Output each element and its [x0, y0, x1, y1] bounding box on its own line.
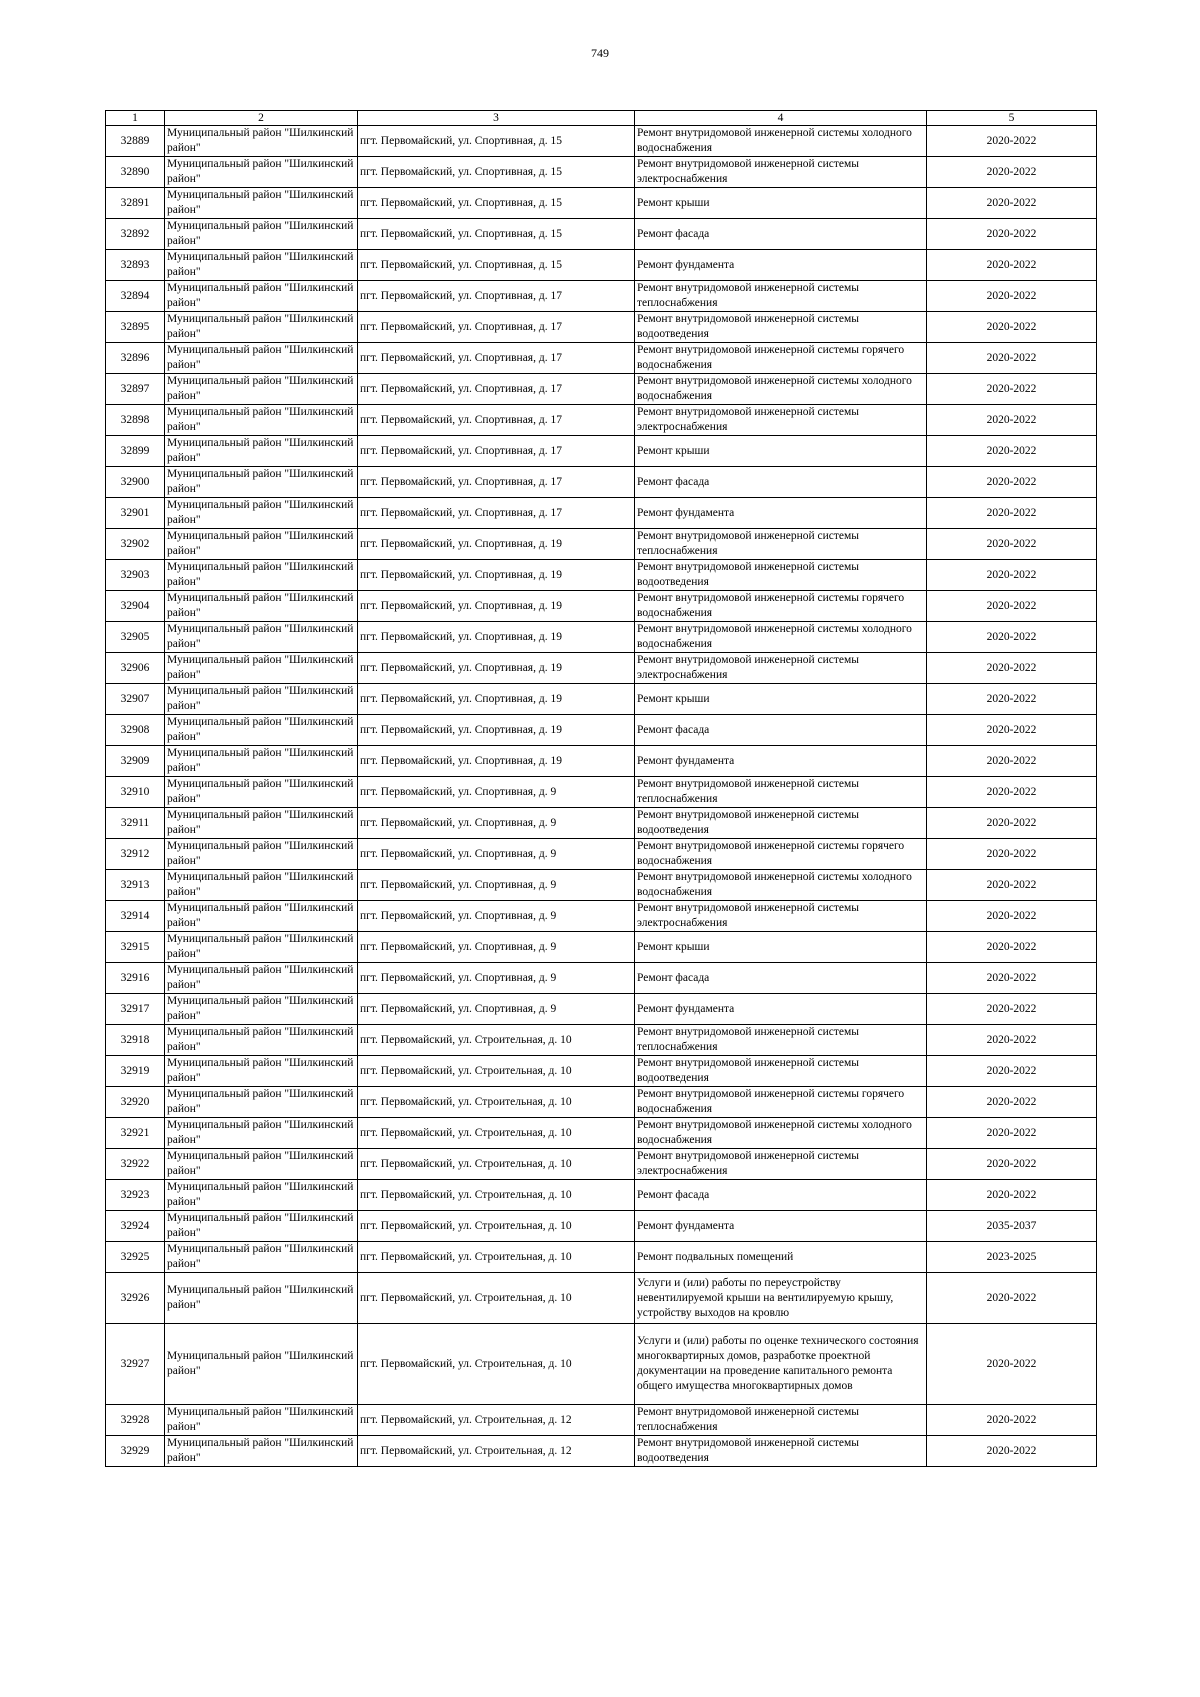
period-cell: 2020-2022 [927, 839, 1097, 870]
address-cell: пгт. Первомайский, ул. Спортивная, д. 19 [358, 653, 635, 684]
address-cell: пгт. Первомайский, ул. Спортивная, д. 15 [358, 219, 635, 250]
table-row [106, 1087, 1097, 1118]
work-type-cell: Ремонт внутридомовой инженерной системы теплоснабжения [635, 1025, 927, 1056]
period-cell: 2020-2022 [927, 436, 1097, 467]
address-cell: пгт. Первомайский, ул. Строительная, д. 10 [358, 1087, 635, 1118]
table-row [106, 1324, 1097, 1405]
work-type-cell: Ремонт внутридомовой инженерной системы холодного водоснабжения [635, 870, 927, 901]
work-type-cell: Ремонт фасада [635, 715, 927, 746]
row-number: 32889 [106, 126, 165, 157]
address-cell: пгт. Первомайский, ул. Спортивная, д. 17 [358, 405, 635, 436]
period-cell: 2020-2022 [927, 1436, 1097, 1467]
municipality-cell: Муниципальный район "Шилкинский район" [165, 1405, 358, 1436]
period-cell: 2020-2022 [927, 529, 1097, 560]
municipality-cell: Муниципальный район "Шилкинский район" [165, 963, 358, 994]
period-cell: 2020-2022 [927, 281, 1097, 312]
work-type-cell: Ремонт фасада [635, 467, 927, 498]
municipality-cell: Муниципальный район "Шилкинский район" [165, 1324, 358, 1405]
table-row [106, 777, 1097, 808]
period-cell: 2020-2022 [927, 622, 1097, 653]
work-type-cell: Ремонт внутридомовой инженерной системы электроснабжения [635, 405, 927, 436]
municipality-cell: Муниципальный район "Шилкинский район" [165, 374, 358, 405]
work-type-cell: Ремонт внутридомовой инженерной системы водоотведения [635, 1056, 927, 1087]
address-cell: пгт. Первомайский, ул. Спортивная, д. 19 [358, 746, 635, 777]
table-row [106, 1118, 1097, 1149]
table-row [106, 250, 1097, 281]
municipality-cell: Муниципальный район "Шилкинский район" [165, 653, 358, 684]
municipality-cell: Муниципальный район "Шилкинский район" [165, 250, 358, 281]
address-cell: пгт. Первомайский, ул. Спортивная, д. 9 [358, 901, 635, 932]
row-number: 32910 [106, 777, 165, 808]
row-number: 32912 [106, 839, 165, 870]
address-cell: пгт. Первомайский, ул. Спортивная, д. 19 [358, 715, 635, 746]
table-row [106, 1436, 1097, 1467]
address-cell: пгт. Первомайский, ул. Строительная, д. 10 [358, 1180, 635, 1211]
work-type-cell: Ремонт внутридомовой инженерной системы электроснабжения [635, 901, 927, 932]
period-cell: 2020-2022 [927, 932, 1097, 963]
period-cell: 2020-2022 [927, 684, 1097, 715]
address-cell: пгт. Первомайский, ул. Спортивная, д. 17 [358, 498, 635, 529]
municipality-cell: Муниципальный район "Шилкинский район" [165, 932, 358, 963]
table-row [106, 870, 1097, 901]
address-cell: пгт. Первомайский, ул. Спортивная, д. 15 [358, 250, 635, 281]
municipality-cell: Муниципальный район "Шилкинский район" [165, 870, 358, 901]
period-cell: 2020-2022 [927, 1087, 1097, 1118]
municipality-cell: Муниципальный район "Шилкинский район" [165, 1436, 358, 1467]
row-number: 32911 [106, 808, 165, 839]
period-cell: 2020-2022 [927, 653, 1097, 684]
table-row [106, 1405, 1097, 1436]
work-type-cell: Услуги и (или) работы по переустройству невентилируемой крыши на вентилируемую крышу, устройству выходов на кровлю [635, 1273, 927, 1324]
address-cell: пгт. Первомайский, ул. Строительная, д. 12 [358, 1405, 635, 1436]
work-type-cell: Ремонт внутридомовой инженерной системы водоотведения [635, 312, 927, 343]
work-type-cell: Ремонт внутридомовой инженерной системы холодного водоснабжения [635, 1118, 927, 1149]
municipality-cell: Муниципальный район "Шилкинский район" [165, 343, 358, 374]
work-type-cell: Ремонт внутридомовой инженерной системы электроснабжения [635, 653, 927, 684]
table-row [106, 560, 1097, 591]
work-type-cell: Ремонт внутридомовой инженерной системы водоотведения [635, 808, 927, 839]
municipality-cell: Муниципальный район "Шилкинский район" [165, 312, 358, 343]
municipality-cell: Муниципальный район "Шилкинский район" [165, 219, 358, 250]
row-number: 32906 [106, 653, 165, 684]
work-type-cell: Ремонт фундамента [635, 746, 927, 777]
work-type-cell: Ремонт внутридомовой инженерной системы теплоснабжения [635, 777, 927, 808]
period-cell: 2023-2025 [927, 1242, 1097, 1273]
table-row [106, 808, 1097, 839]
municipality-cell: Муниципальный район "Шилкинский район" [165, 591, 358, 622]
municipality-cell: Муниципальный район "Шилкинский район" [165, 994, 358, 1025]
row-number: 32901 [106, 498, 165, 529]
work-type-cell: Ремонт крыши [635, 684, 927, 715]
table-row [106, 126, 1097, 157]
period-cell: 2020-2022 [927, 1180, 1097, 1211]
row-number: 32890 [106, 157, 165, 188]
address-cell: пгт. Первомайский, ул. Строительная, д. 10 [358, 1118, 635, 1149]
row-number: 32902 [106, 529, 165, 560]
column-header-5: 5 [927, 111, 1097, 126]
address-cell: пгт. Первомайский, ул. Спортивная, д. 9 [358, 963, 635, 994]
address-cell: пгт. Первомайский, ул. Строительная, д. 10 [358, 1211, 635, 1242]
work-type-cell: Ремонт внутридомовой инженерной системы холодного водоснабжения [635, 622, 927, 653]
column-header-1: 1 [106, 111, 165, 126]
period-cell: 2020-2022 [927, 560, 1097, 591]
table-row [106, 994, 1097, 1025]
row-number: 32919 [106, 1056, 165, 1087]
period-cell: 2020-2022 [927, 498, 1097, 529]
municipality-cell: Муниципальный район "Шилкинский район" [165, 777, 358, 808]
work-type-cell: Ремонт крыши [635, 436, 927, 467]
table-row [106, 963, 1097, 994]
table-row [106, 1211, 1097, 1242]
period-cell: 2020-2022 [927, 405, 1097, 436]
municipality-cell: Муниципальный район "Шилкинский район" [165, 188, 358, 219]
work-type-cell: Ремонт фундамента [635, 250, 927, 281]
period-cell: 2020-2022 [927, 1149, 1097, 1180]
period-cell: 2035-2037 [927, 1211, 1097, 1242]
work-type-cell: Ремонт фундамента [635, 1211, 927, 1242]
municipality-cell: Муниципальный район "Шилкинский район" [165, 1056, 358, 1087]
table-row [106, 1242, 1097, 1273]
table-row [106, 1273, 1097, 1324]
municipality-cell: Муниципальный район "Шилкинский район" [165, 467, 358, 498]
row-number: 32918 [106, 1025, 165, 1056]
municipality-cell: Муниципальный район "Шилкинский район" [165, 901, 358, 932]
municipality-cell: Муниципальный район "Шилкинский район" [165, 684, 358, 715]
municipality-cell: Муниципальный район "Шилкинский район" [165, 1273, 358, 1324]
table-row [106, 1149, 1097, 1180]
period-cell: 2020-2022 [927, 312, 1097, 343]
municipality-cell: Муниципальный район "Шилкинский район" [165, 405, 358, 436]
row-number: 32913 [106, 870, 165, 901]
work-type-cell: Ремонт подвальных помещений [635, 1242, 927, 1273]
table-row [106, 901, 1097, 932]
row-number: 32907 [106, 684, 165, 715]
period-cell: 2020-2022 [927, 467, 1097, 498]
work-type-cell: Ремонт фасада [635, 963, 927, 994]
municipality-cell: Муниципальный район "Шилкинский район" [165, 1180, 358, 1211]
municipality-cell: Муниципальный район "Шилкинский район" [165, 808, 358, 839]
table-row [106, 1025, 1097, 1056]
table-row [106, 839, 1097, 870]
row-number: 32896 [106, 343, 165, 374]
address-cell: пгт. Первомайский, ул. Спортивная, д. 9 [358, 932, 635, 963]
period-cell: 2020-2022 [927, 1118, 1097, 1149]
table-row [106, 405, 1097, 436]
work-type-cell: Ремонт внутридомовой инженерной системы теплоснабжения [635, 1405, 927, 1436]
address-cell: пгт. Первомайский, ул. Спортивная, д. 19 [358, 622, 635, 653]
period-cell: 2020-2022 [927, 777, 1097, 808]
municipality-cell: Муниципальный район "Шилкинский район" [165, 622, 358, 653]
table-row [106, 1180, 1097, 1211]
address-cell: пгт. Первомайский, ул. Спортивная, д. 9 [358, 870, 635, 901]
address-cell: пгт. Первомайский, ул. Спортивная, д. 15 [358, 157, 635, 188]
municipality-cell: Муниципальный район "Шилкинский район" [165, 1025, 358, 1056]
row-number: 32927 [106, 1324, 165, 1405]
row-number: 32916 [106, 963, 165, 994]
row-number: 32920 [106, 1087, 165, 1118]
address-cell: пгт. Первомайский, ул. Спортивная, д. 17 [358, 312, 635, 343]
municipality-cell: Муниципальный район "Шилкинский район" [165, 560, 358, 591]
municipality-cell: Муниципальный район "Шилкинский район" [165, 1087, 358, 1118]
row-number: 32925 [106, 1242, 165, 1273]
period-cell: 2020-2022 [927, 250, 1097, 281]
work-type-cell: Ремонт внутридомовой инженерной системы холодного водоснабжения [635, 126, 927, 157]
municipality-cell: Муниципальный район "Шилкинский район" [165, 281, 358, 312]
row-number: 32908 [106, 715, 165, 746]
address-cell: пгт. Первомайский, ул. Спортивная, д. 17 [358, 281, 635, 312]
municipality-cell: Муниципальный район "Шилкинский район" [165, 1118, 358, 1149]
period-cell: 2020-2022 [927, 901, 1097, 932]
table-row [106, 312, 1097, 343]
table-row [106, 374, 1097, 405]
address-cell: пгт. Первомайский, ул. Спортивная, д. 9 [358, 808, 635, 839]
period-cell: 2020-2022 [927, 591, 1097, 622]
row-number: 32905 [106, 622, 165, 653]
row-number: 32893 [106, 250, 165, 281]
address-cell: пгт. Первомайский, ул. Строительная, д. 10 [358, 1242, 635, 1273]
row-number: 32904 [106, 591, 165, 622]
table-row [106, 591, 1097, 622]
table-row [106, 219, 1097, 250]
row-number: 32892 [106, 219, 165, 250]
municipality-cell: Муниципальный район "Шилкинский район" [165, 126, 358, 157]
period-cell: 2020-2022 [927, 1273, 1097, 1324]
work-type-cell: Ремонт внутридомовой инженерной системы холодного водоснабжения [635, 374, 927, 405]
municipality-cell: Муниципальный район "Шилкинский район" [165, 1242, 358, 1273]
period-cell: 2020-2022 [927, 1025, 1097, 1056]
row-number: 32923 [106, 1180, 165, 1211]
address-cell: пгт. Первомайский, ул. Спортивная, д. 19 [358, 684, 635, 715]
work-type-cell: Ремонт внутридомовой инженерной системы теплоснабжения [635, 529, 927, 560]
address-cell: пгт. Первомайский, ул. Спортивная, д. 19 [358, 529, 635, 560]
period-cell: 2020-2022 [927, 1405, 1097, 1436]
period-cell: 2020-2022 [927, 870, 1097, 901]
table-row [106, 498, 1097, 529]
row-number: 32899 [106, 436, 165, 467]
work-type-cell: Ремонт внутридомовой инженерной системы теплоснабжения [635, 281, 927, 312]
row-number: 32897 [106, 374, 165, 405]
address-cell: пгт. Первомайский, ул. Спортивная, д. 17 [358, 343, 635, 374]
address-cell: пгт. Первомайский, ул. Спортивная, д. 9 [358, 777, 635, 808]
table-row [106, 157, 1097, 188]
address-cell: пгт. Первомайский, ул. Спортивная, д. 15 [358, 188, 635, 219]
work-type-cell: Ремонт фасада [635, 1180, 927, 1211]
table-row [106, 746, 1097, 777]
address-cell: пгт. Первомайский, ул. Строительная, д. 12 [358, 1436, 635, 1467]
column-header-2: 2 [165, 111, 358, 126]
address-cell: пгт. Первомайский, ул. Спортивная, д. 19 [358, 591, 635, 622]
work-type-cell: Ремонт фасада [635, 219, 927, 250]
row-number: 32917 [106, 994, 165, 1025]
work-type-cell: Ремонт внутридомовой инженерной системы горячего водоснабжения [635, 839, 927, 870]
period-cell: 2020-2022 [927, 746, 1097, 777]
column-header-3: 3 [358, 111, 635, 126]
municipality-cell: Муниципальный район "Шилкинский район" [165, 715, 358, 746]
work-type-cell: Ремонт крыши [635, 188, 927, 219]
address-cell: пгт. Первомайский, ул. Спортивная, д. 9 [358, 994, 635, 1025]
row-number: 32921 [106, 1118, 165, 1149]
table-row [106, 343, 1097, 374]
period-cell: 2020-2022 [927, 219, 1097, 250]
table-row [106, 715, 1097, 746]
municipality-cell: Муниципальный район "Шилкинский район" [165, 746, 358, 777]
period-cell: 2020-2022 [927, 994, 1097, 1025]
period-cell: 2020-2022 [927, 1324, 1097, 1405]
municipality-cell: Муниципальный район "Шилкинский район" [165, 529, 358, 560]
municipality-cell: Муниципальный район "Шилкинский район" [165, 1211, 358, 1242]
row-number: 32894 [106, 281, 165, 312]
page-number: 749 [591, 46, 609, 60]
table-row [106, 622, 1097, 653]
work-type-cell: Ремонт крыши [635, 932, 927, 963]
period-cell: 2020-2022 [927, 963, 1097, 994]
row-number: 32928 [106, 1405, 165, 1436]
period-cell: 2020-2022 [927, 157, 1097, 188]
row-number: 32926 [106, 1273, 165, 1324]
table-header-row [106, 111, 1097, 126]
work-type-cell: Ремонт внутридомовой инженерной системы горячего водоснабжения [635, 1087, 927, 1118]
table-row [106, 932, 1097, 963]
work-type-cell: Ремонт внутридомовой инженерной системы горячего водоснабжения [635, 343, 927, 374]
period-cell: 2020-2022 [927, 715, 1097, 746]
address-cell: пгт. Первомайский, ул. Спортивная, д. 17 [358, 467, 635, 498]
table-row [106, 281, 1097, 312]
municipality-cell: Муниципальный район "Шилкинский район" [165, 498, 358, 529]
table-row [106, 653, 1097, 684]
address-cell: пгт. Первомайский, ул. Спортивная, д. 19 [358, 560, 635, 591]
address-cell: пгт. Первомайский, ул. Спортивная, д. 15 [358, 126, 635, 157]
period-cell: 2020-2022 [927, 343, 1097, 374]
address-cell: пгт. Первомайский, ул. Строительная, д. 10 [358, 1324, 635, 1405]
row-number: 32924 [106, 1211, 165, 1242]
row-number: 32922 [106, 1149, 165, 1180]
table-row [106, 529, 1097, 560]
period-cell: 2020-2022 [927, 374, 1097, 405]
row-number: 32900 [106, 467, 165, 498]
work-type-cell: Услуги и (или) работы по оценке технического состояния многоквартирных домов, разработке проектной документации на проведение капитального ремонта общего имущества многоквартирных домов [635, 1324, 927, 1405]
row-number: 32929 [106, 1436, 165, 1467]
period-cell: 2020-2022 [927, 1056, 1097, 1087]
work-type-cell: Ремонт внутридомовой инженерной системы электроснабжения [635, 157, 927, 188]
repair-schedule-table [105, 110, 1097, 1467]
row-number: 32898 [106, 405, 165, 436]
row-number: 32903 [106, 560, 165, 591]
table-row [106, 1056, 1097, 1087]
municipality-cell: Муниципальный район "Шилкинский район" [165, 436, 358, 467]
municipality-cell: Муниципальный район "Шилкинский район" [165, 839, 358, 870]
row-number: 32909 [106, 746, 165, 777]
work-type-cell: Ремонт фундамента [635, 994, 927, 1025]
work-type-cell: Ремонт внутридомовой инженерной системы водоотведения [635, 1436, 927, 1467]
address-cell: пгт. Первомайский, ул. Строительная, д. 10 [358, 1056, 635, 1087]
period-cell: 2020-2022 [927, 126, 1097, 157]
municipality-cell: Муниципальный район "Шилкинский район" [165, 1149, 358, 1180]
address-cell: пгт. Первомайский, ул. Строительная, д. 10 [358, 1273, 635, 1324]
period-cell: 2020-2022 [927, 188, 1097, 219]
work-type-cell: Ремонт внутридомовой инженерной системы водоотведения [635, 560, 927, 591]
table-row [106, 188, 1097, 219]
address-cell: пгт. Первомайский, ул. Спортивная, д. 17 [358, 374, 635, 405]
address-cell: пгт. Первомайский, ул. Строительная, д. 10 [358, 1025, 635, 1056]
row-number: 32915 [106, 932, 165, 963]
work-type-cell: Ремонт фундамента [635, 498, 927, 529]
row-number: 32914 [106, 901, 165, 932]
municipality-cell: Муниципальный район "Шилкинский район" [165, 157, 358, 188]
table-row [106, 436, 1097, 467]
row-number: 32895 [106, 312, 165, 343]
work-type-cell: Ремонт внутридомовой инженерной системы электроснабжения [635, 1149, 927, 1180]
column-header-4: 4 [635, 111, 927, 126]
address-cell: пгт. Первомайский, ул. Спортивная, д. 17 [358, 436, 635, 467]
table-row [106, 684, 1097, 715]
row-number: 32891 [106, 188, 165, 219]
work-type-cell: Ремонт внутридомовой инженерной системы горячего водоснабжения [635, 591, 927, 622]
table-row [106, 467, 1097, 498]
address-cell: пгт. Первомайский, ул. Строительная, д. 10 [358, 1149, 635, 1180]
address-cell: пгт. Первомайский, ул. Спортивная, д. 9 [358, 839, 635, 870]
period-cell: 2020-2022 [927, 808, 1097, 839]
